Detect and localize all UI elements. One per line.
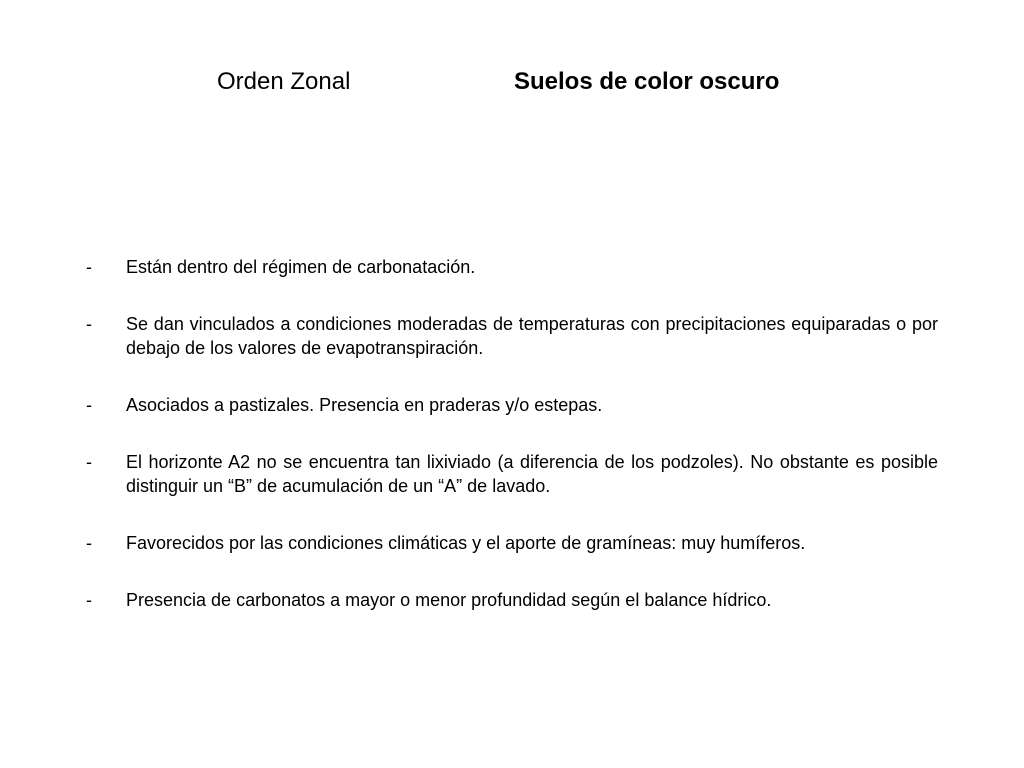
bullet-marker: -	[86, 590, 92, 610]
slide-title-soil-type: Suelos de color oscuro	[514, 68, 780, 95]
bullet-item	[86, 450, 938, 498]
bullet-marker: -	[86, 257, 92, 277]
bullet-text: El horizonte A2 no se encuentra tan lixiviado (a diferencia de los podzoles). No obstante es posible distinguir un “B” de acumulación de un “A” de lavado.	[126, 452, 938, 496]
bullet-marker: -	[86, 395, 92, 415]
bullet-marker: -	[86, 533, 92, 553]
bullet-text: Se dan vinculados a condiciones moderadas de temperaturas con precipitaciones equiparadas o por debajo de los valores de evapotranspiración.	[126, 314, 938, 358]
bullet-text: Asociados a pastizales. Presencia en praderas y/o estepas.	[126, 395, 603, 415]
bullet-marker: -	[86, 452, 92, 472]
bullet-item	[86, 588, 938, 612]
bullet-text: Favorecidos por las condiciones climáticas y el aporte de gramíneas: muy humíferos.	[126, 533, 806, 553]
bullet-item	[86, 531, 938, 555]
bullet-text: Presencia de carbonatos a mayor o menor profundidad según el balance hídrico.	[126, 590, 772, 610]
slide-title-order: Orden Zonal	[217, 68, 351, 95]
bullet-item	[86, 393, 938, 417]
bullet-list	[86, 255, 938, 645]
bullet-text: Están dentro del régimen de carbonatación.	[126, 257, 476, 277]
bullet-marker: -	[86, 314, 92, 334]
bullet-item	[86, 255, 938, 279]
bullet-item	[86, 312, 938, 360]
